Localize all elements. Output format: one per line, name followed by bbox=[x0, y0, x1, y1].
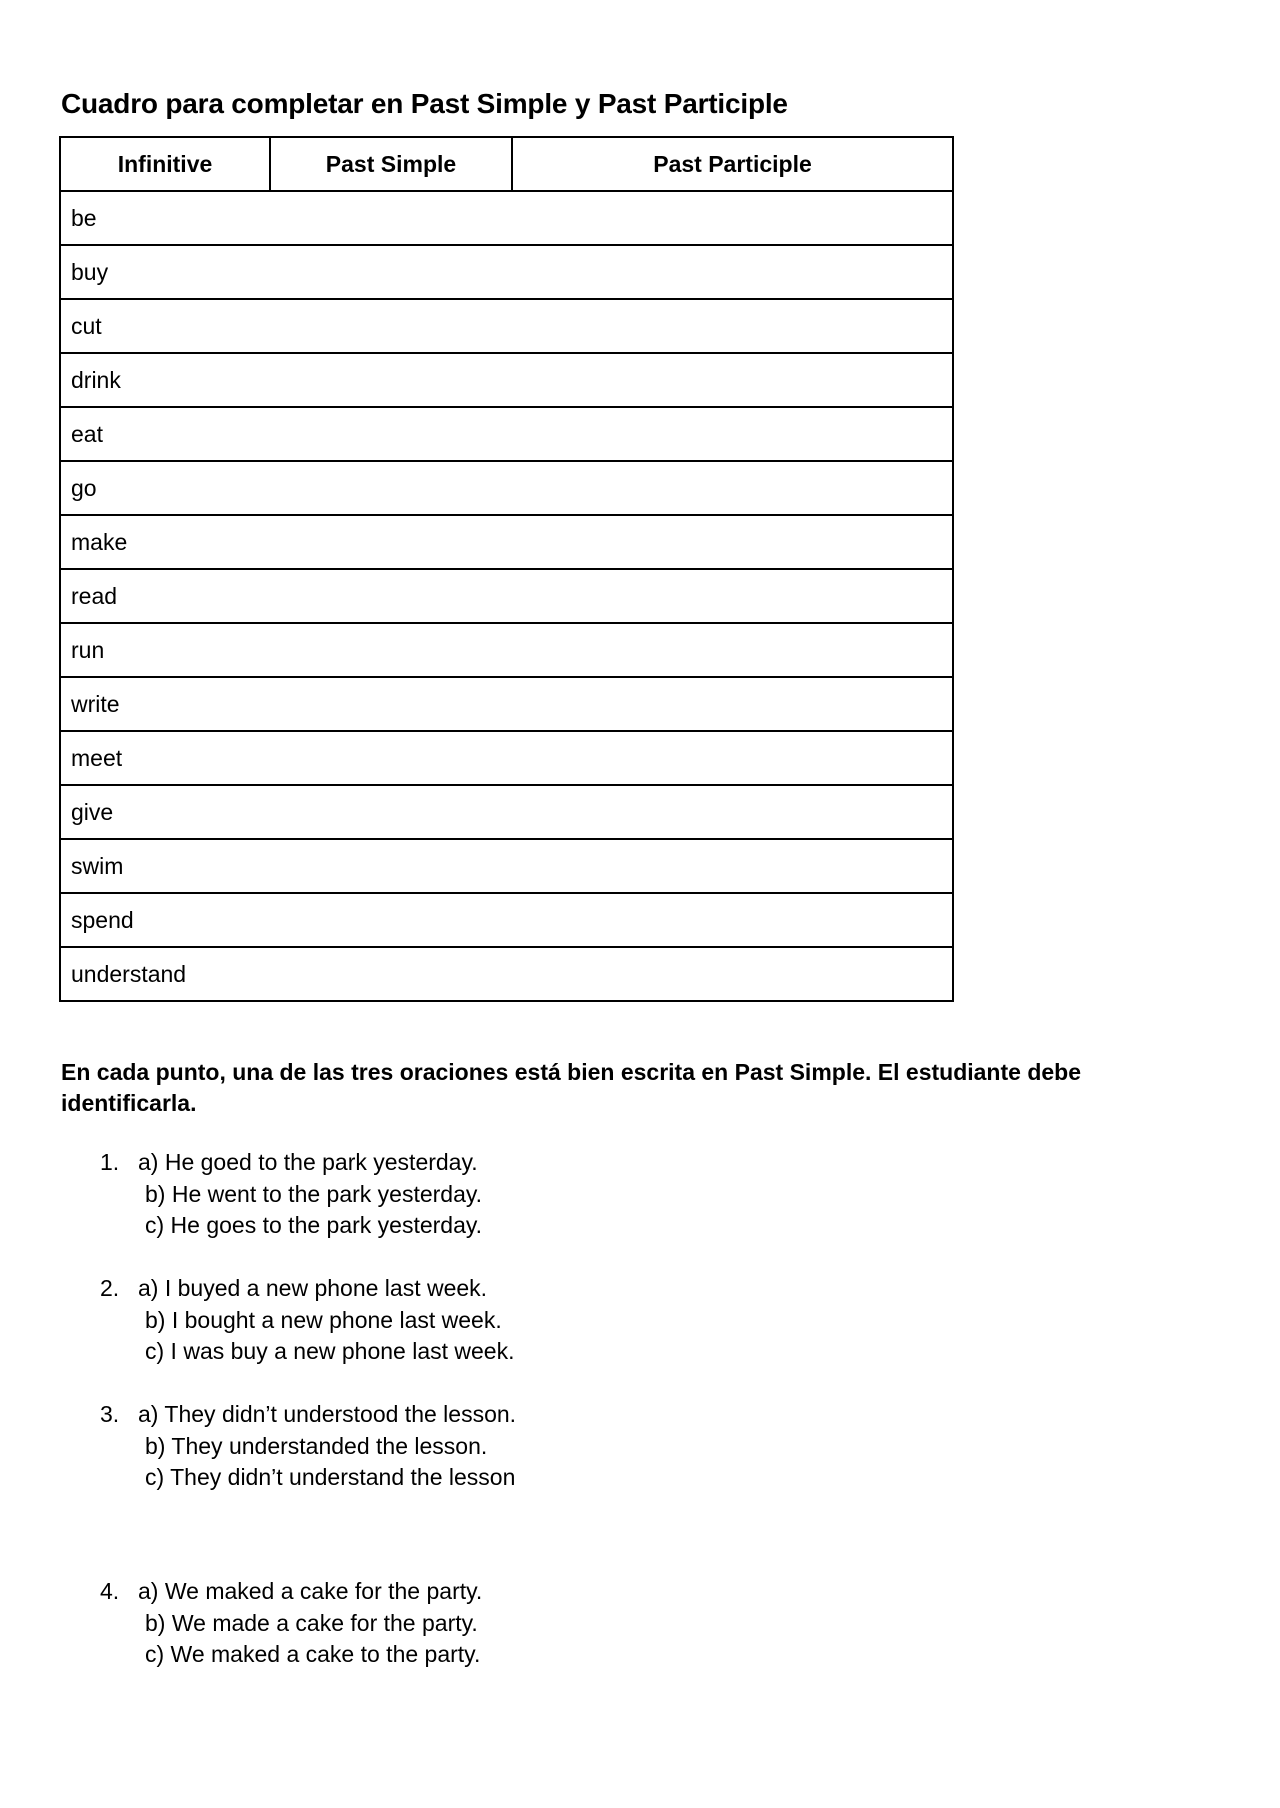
table-row bbox=[60, 947, 953, 1001]
verb-cell: meet bbox=[60, 731, 953, 785]
option-c: c) They didn’t understand the lesson bbox=[145, 1464, 516, 1490]
table-row bbox=[60, 299, 953, 353]
table-row bbox=[60, 893, 953, 947]
table-row bbox=[60, 731, 953, 785]
table-row bbox=[60, 407, 953, 461]
option-a: a) They didn’t understood the lesson. bbox=[138, 1401, 517, 1427]
page-title: Cuadro para completar en Past Simple y Past Participle bbox=[61, 88, 788, 119]
question-number: 2. bbox=[100, 1275, 120, 1301]
table-row bbox=[60, 461, 953, 515]
option-a: a) I buyed a new phone last week. bbox=[138, 1275, 488, 1301]
verb-cell: go bbox=[60, 461, 953, 515]
option-c: c) He goes to the park yesterday. bbox=[145, 1212, 483, 1238]
table-row bbox=[60, 785, 953, 839]
verb-cell: spend bbox=[60, 893, 953, 947]
table-row bbox=[60, 623, 953, 677]
question-number: 1. bbox=[100, 1149, 120, 1175]
table-row bbox=[60, 839, 953, 893]
option-c: c) I was buy a new phone last week. bbox=[145, 1338, 515, 1364]
header-infinitive: Infinitive bbox=[60, 137, 270, 191]
table-row bbox=[60, 245, 953, 299]
header-past-participle: Past Participle bbox=[512, 137, 953, 191]
verb-cell: write bbox=[60, 677, 953, 731]
option-b: b) They understanded the lesson. bbox=[145, 1432, 488, 1459]
table-row bbox=[60, 191, 953, 245]
table-row bbox=[60, 515, 953, 569]
verb-cell: make bbox=[60, 515, 953, 569]
option-b: b) I bought a new phone last week. bbox=[145, 1306, 502, 1333]
table-row bbox=[60, 353, 953, 407]
verb-cell: drink bbox=[60, 353, 953, 407]
option-b: b) We made a cake for the party. bbox=[145, 1609, 478, 1636]
verb-cell: buy bbox=[60, 245, 953, 299]
verb-cell: be bbox=[60, 191, 953, 245]
verb-cell: understand bbox=[60, 947, 953, 1001]
table-row bbox=[60, 677, 953, 731]
verb-cell: read bbox=[60, 569, 953, 623]
option-b: b) He went to the park yesterday. bbox=[145, 1180, 483, 1207]
header-past-simple: Past Simple bbox=[270, 137, 512, 191]
verb-cell: run bbox=[60, 623, 953, 677]
question-number: 3. bbox=[100, 1401, 120, 1427]
verb-cell: swim bbox=[60, 839, 953, 893]
verb-table bbox=[59, 136, 954, 1002]
table-row bbox=[60, 569, 953, 623]
verb-cell: give bbox=[60, 785, 953, 839]
table-header-row bbox=[60, 137, 953, 191]
option-c: c) We maked a cake to the party. bbox=[145, 1641, 481, 1667]
question-number: 4. bbox=[100, 1578, 120, 1604]
option-a: a) We maked a cake for the party. bbox=[138, 1578, 483, 1604]
verb-cell: eat bbox=[60, 407, 953, 461]
instructions: En cada punto, una de las tres oraciones está bien escrita en Past Simple. El estudiante debe identificarla. bbox=[61, 1059, 1081, 1116]
option-a: a) He goed to the park yesterday. bbox=[138, 1149, 478, 1175]
verb-cell: cut bbox=[60, 299, 953, 353]
